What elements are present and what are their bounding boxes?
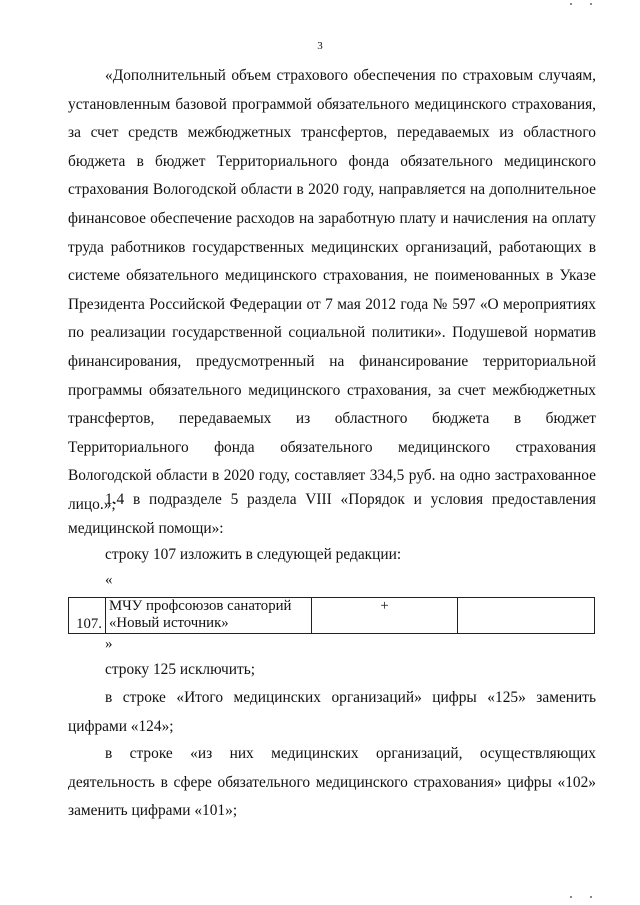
paragraph-row-107-instruction: строку 107 изложить в следующей редакции: <box>105 546 402 563</box>
scan-mark <box>570 896 572 898</box>
table-row-107 <box>68 597 595 634</box>
organization-name-cell: МЧУ профсоюзов санаторий «Новый источник» <box>106 598 312 634</box>
closing-quote: » <box>105 636 113 652</box>
paragraph-oms-organizations: в строке «из них медицинских организаций, осуществляющих деятельность в сфере обязательного медицинского страхования» цифры «102» заменить цифрами «101»; <box>68 745 596 820</box>
scan-mark <box>590 896 592 898</box>
scan-mark <box>590 3 592 5</box>
paragraph-row-125-instruction: строку 125 исключить; <box>105 661 256 678</box>
page-number: 3 <box>317 40 323 52</box>
paragraph-subsection-amendment: 1.4 в подразделе 5 раздела VIII «Порядок и условия предоставления медицинской помощи»: <box>68 491 596 537</box>
row-number-cell: 107. <box>69 598 106 634</box>
opening-quote: « <box>105 572 113 588</box>
scan-mark <box>570 3 572 5</box>
paragraph-funding: «Дополнительный объем страхового обеспечения по страховым случаям, установленным базовой программой обязательного медицинского страхования, за счет средств межбюджетных трансфертов, передаваемых из областного бюджета в бюджет Территориального фонда обязательного медицинского страхования Вологодской области в 2020 году, направляется на дополнительное финансовое обеспечение расходов на заработную плату и начисления на оплату труда работников государственных медицинских организаций, работающих в системе обязательного медицинского страхования, не поименованных в Указе Президента Российской Федерации от 7 мая 2012 года № 597 «О мероприятиях по реализации государственной социальной политики». Подушевой норматив финансирования, предусмотренный на финансирование территориальной программы обязательного медицинского страхования, за счет межбюджетных трансфертов, передаваемых из областного бюджета в бюджет Территориального фонда обязательного медицинского страхования Вологодской области в 2020 году, составляет 334,5 руб. на одно застрахованное лицо.»; <box>68 67 596 513</box>
table-row <box>69 598 595 634</box>
empty-cell <box>458 598 595 634</box>
plus-mark-cell: + <box>312 598 458 634</box>
paragraph-total-organizations: в строке «Итого медицинских организаций» цифры «125» заменить цифрами «124»; <box>68 689 596 735</box>
